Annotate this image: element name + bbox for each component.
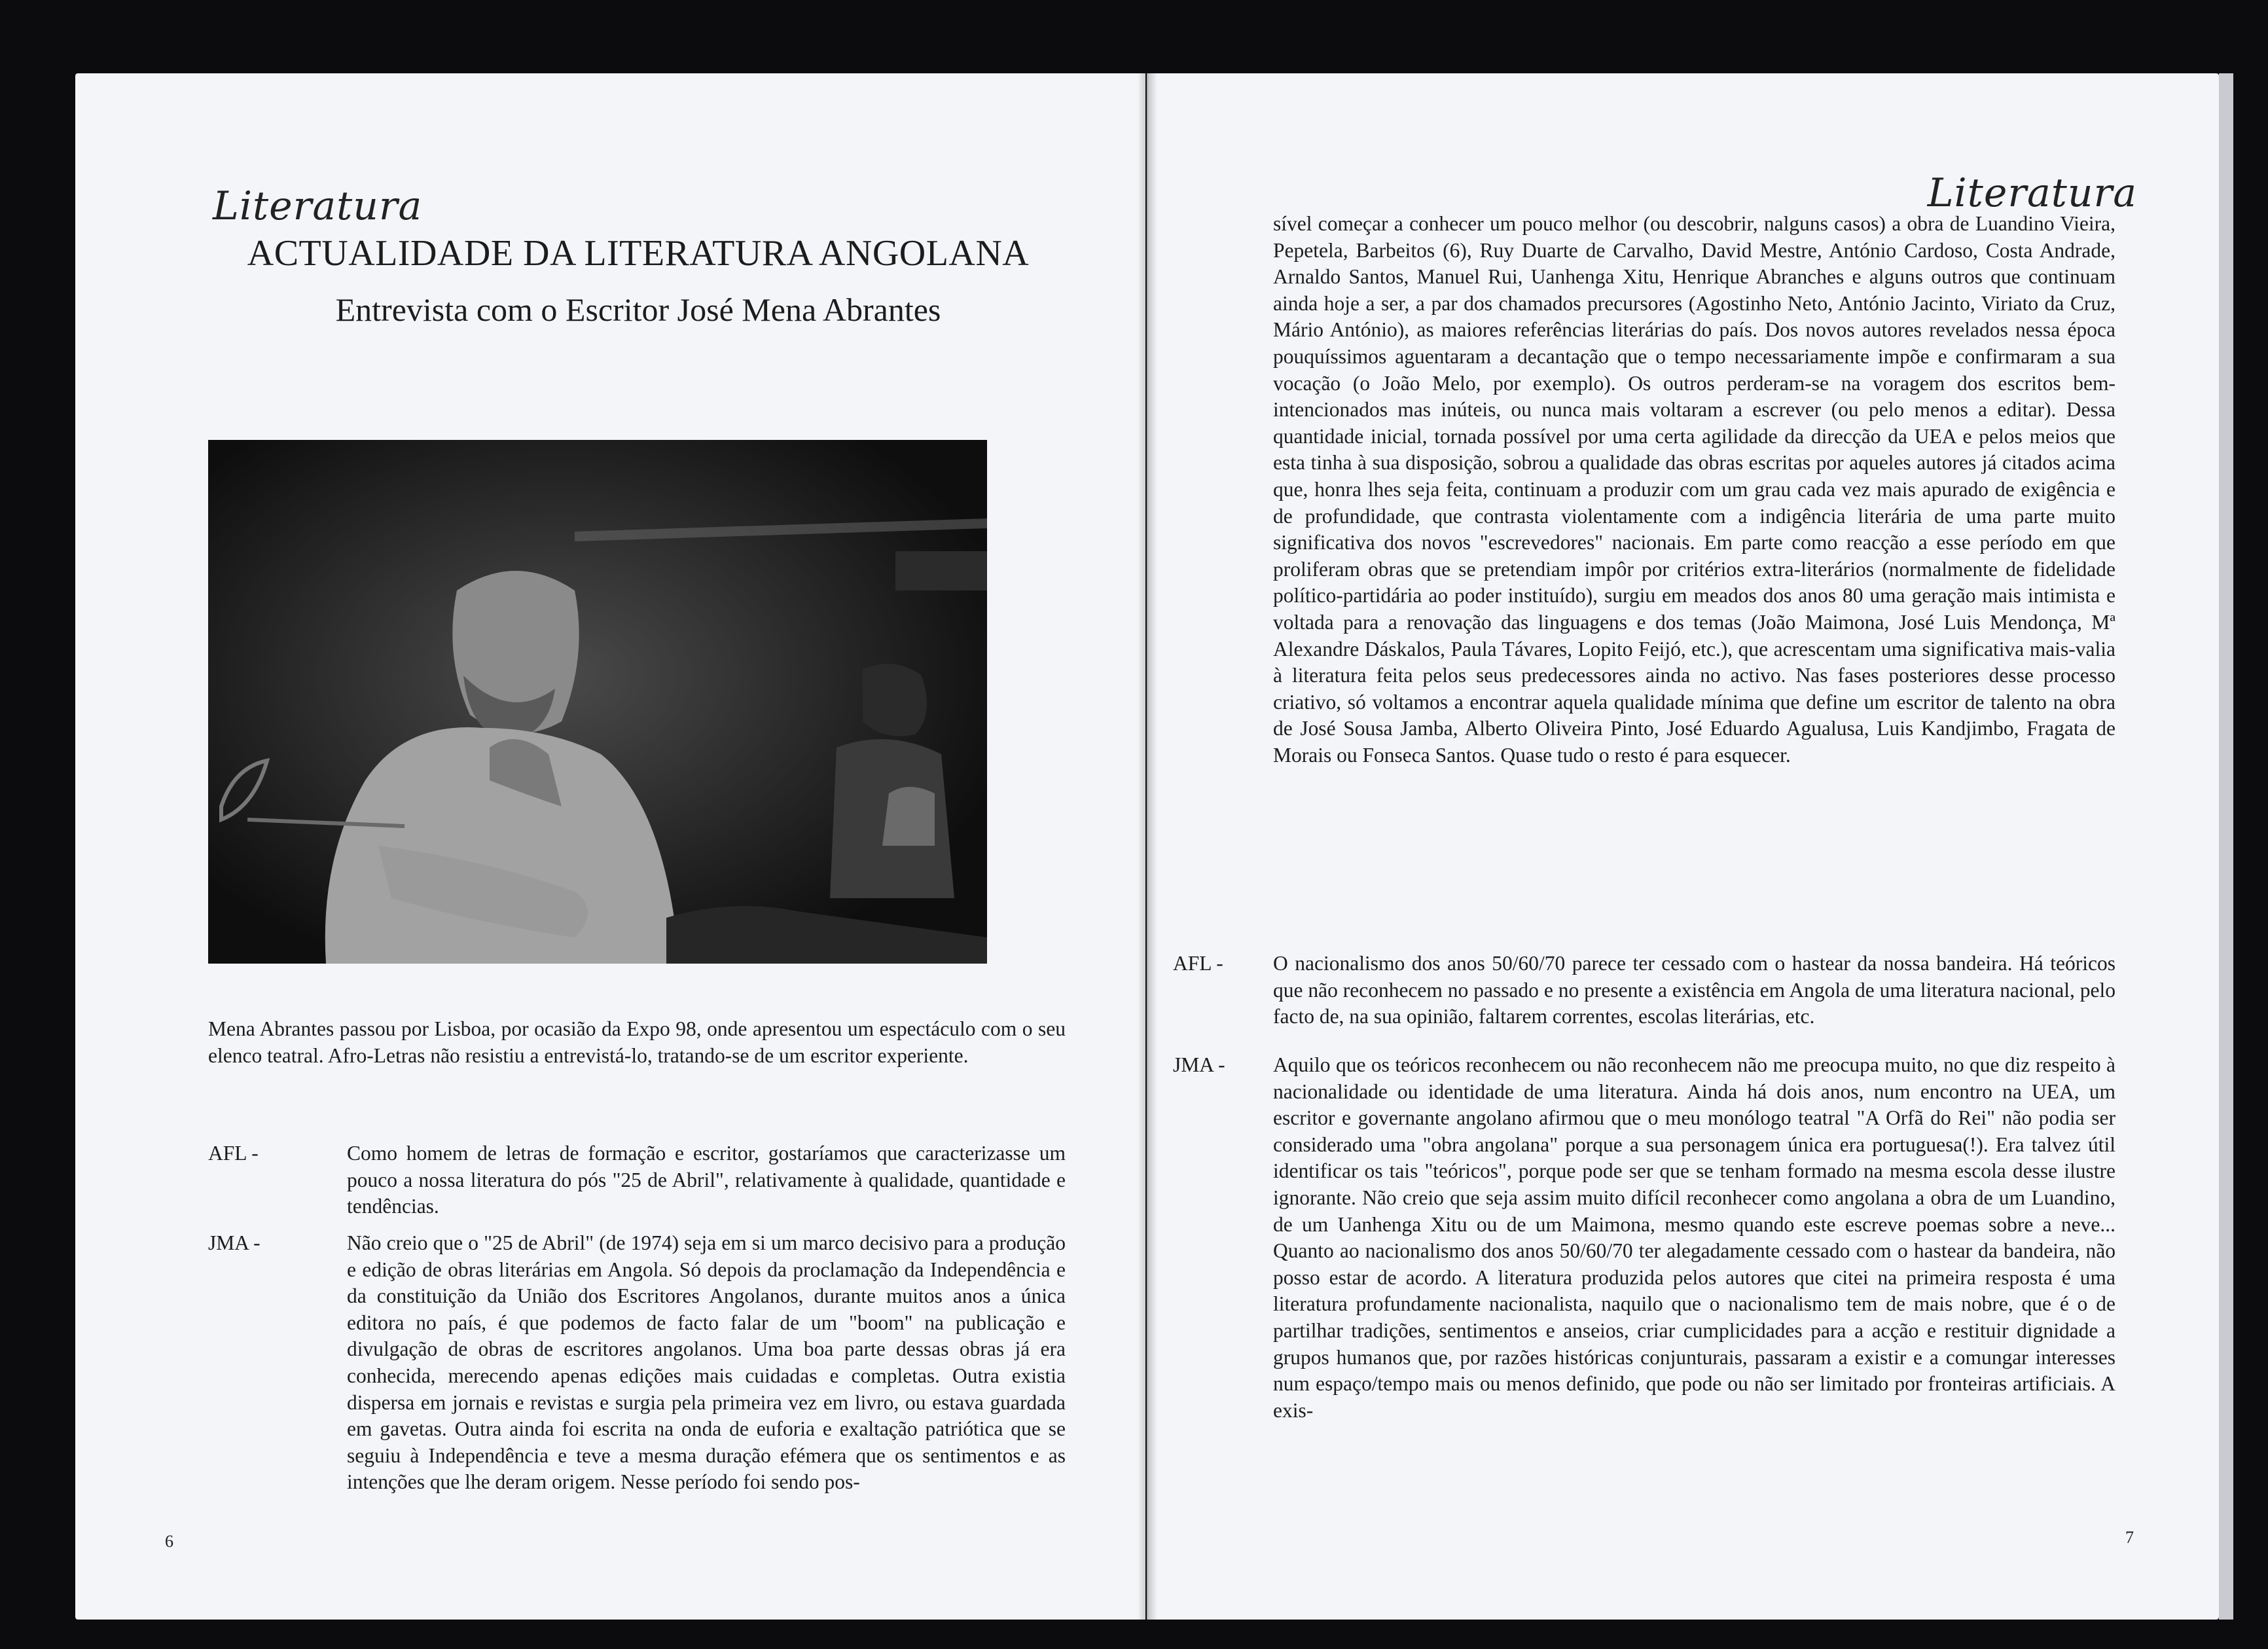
article-title: ACTUALIDADE DA LITERATURA ANGOLANA	[247, 233, 1030, 274]
left-page	[75, 73, 1145, 1620]
speaker-label: JMA -	[1173, 1053, 1231, 1076]
speaker-label: JMA -	[208, 1231, 266, 1254]
article-subtitle: Entrevista com o Escritor José Mena Abrantes	[335, 291, 941, 328]
speaker-label: AFL -	[1173, 952, 1229, 975]
speaker-label: AFL -	[208, 1142, 264, 1165]
page-number: 6	[165, 1532, 173, 1551]
interview-answer	[1173, 1052, 2115, 1424]
right-page	[1147, 73, 2219, 1620]
author-photo	[208, 440, 987, 964]
answer-text: Não creio que o "25 de Abril" (de 1974) seja em si um marco decisivo para a produção e edição de obras literárias em Angola. Só depois da proclamação da Independência e da constituição da União dos Escritores Angolanos, durante muitos anos a única editora no país, é que podemos de facto falar de um "boom" na publicação e divulgação de obras de escritores angolanos. Uma boa parte dessas obras já era conhecida, merecendo apenas edições mais cuidadas e completas. Outra existia dispersa em jornais e revistas e surgia pela primeira vez em livro, ou estava guardada em gavetas. Outra ainda foi escrita na onda de euforia e exaltação patriótica que se seguiu à Independência e teve a mesma duração efémera que os sentimentos e as intenções que lhe deram origem. Nesse período foi sendo pos-	[347, 1231, 1066, 1494]
page-edge	[2219, 73, 2233, 1620]
intro-paragraph: Mena Abrantes passou por Lisboa, por ocasião da Expo 98, onde apresentou um espectáculo com o seu elenco teatral. Afro-Letras não resistiu a entrevistá-lo, tratando-se de um escritor experiente.	[208, 1017, 1066, 1067]
photo-portrait-image	[208, 440, 987, 964]
answer-text: Aquilo que os teóricos reconhecem ou não reconhecem não me preocupa muito, no que diz respeito à nacionalidade ou identidade de uma literatura. Ainda há dois anos, num encontro na UEA, um escritor e governante angolano afirmou que o meu monólogo teatral "A Orfã do Rei" não podia ser considerado uma "obra angolana" porque a sua personagem única era portuguesa(!). Era talvez útil identificar os tais "teóricos", porque pode ser que se tenham formado na mesma escola desse ilustre ignorante. Não creio que seja assim muito difícil reconhecer como angolana a obra de um Luandino, de um Uanhenga Xitu ou de um Maimona, mesmo quando este escreve poemas sobre a neve... Quanto ao nacionalismo dos anos 50/60/70 ter alegadamente cessado com o hastear da bandeira, não posso estar de acordo. A literatura produzida pelos autores que citei na primeira resposta é uma literatura profundamente nacionalista, naquilo que o nacionalismo tem de mais nobre, que é o de partilhar tradições, sentimentos e anseios, criar cumplicidades para a acção e restituir dignidade a grupos humanos que, por razões históricas conjunturais, passaram a existir e a comungar interesses num espaço/tempo mais ou menos definido, que pode ou não ser limitado por fronteiras artificiais. A exis-	[1273, 1053, 2115, 1422]
book-gutter	[1138, 73, 1157, 1620]
question-text: O nacionalismo dos anos 50/60/70 parece ter cessado com o hastear da nossa bandeira. Há teóricos que não reconhecem no passado e no presente a existência em Angola de uma literatura nacional, pelo facto de, na sua opinião, faltarem correntes, escolas literárias, etc.	[1273, 952, 2115, 1028]
interview-question	[1173, 951, 2115, 1030]
section-header: Literatura	[1927, 170, 2137, 216]
question-text: Como homem de letras de formação e escritor, gostaríamos que caracterizasse um pouco a nossa literatura do pós "25 de Abril", relativamente à qualidade, quantidade e tendências.	[347, 1142, 1066, 1218]
interview-question	[208, 1140, 1066, 1220]
page-number: 7	[2125, 1528, 2134, 1547]
section-header: Literatura	[213, 183, 423, 229]
continuation-paragraph: sível começar a conhecer um pouco melhor (ou descobrir, nalguns casos) a obra de Luandino Vieira, Pepetela, Barbeitos (6), Ruy Duarte de Carvalho, David Mestre, António Cardoso, Costa Andrade, Arnaldo Santos, Manuel Rui, Uanhenga Xitu, Henrique Abranches e alguns outros que continuam ainda hoje a ser, a par dos chamados precursores (Agostinho Neto, António Jacinto, Viriato da Cruz, Mário António), as maiores referências literárias do país. Dos novos autores revelados nessa época pouquíssimos aguentaram a decantação que o tempo necessariamente impõe e confirmaram a sua vocação (o João Melo, por exemplo). Os outros perderam-se na voragem dos escritos bem-intencionados mas inúteis, ou nunca mais voltaram a escrever (ou pelo menos a editar). Dessa quantidade inicial, tornada possível por uma certa agilidade da direcção da UEA e pelos meios que esta tinha à sua disposição, sobrou a qualidade das obras escritas por aqueles autores já citados acima que, honra lhes seja feita, continuam a produzir com um grau cada vez mais apurado de exigência e de profundidade, que contrasta violentamente com a indigência literária de uma parte muito significativa dos novos "escrevedores" nacionais. Em parte como reacção a esse período em que proliferam obras que se pretendiam impôr por critérios extra-literários (normalmente de fidelidade político-partidária ao poder instituído), surgiu em meados dos anos 80 uma geração mais intimista e voltada para a renovação das linguagens e dos temas (João Maimona, José Luis Mendonça, Mª Alexandre Dáskalos, Paula Távares, Lopito Feijó, etc.), que acrescentam uma significativa mais-valia à literatura feita pelos seus predecessores ainda no activo. Nas fases posteriores desse processo criativo, só voltamos a encontrar aquela qualidade mínima que define um escritor de talento na obra de José Sousa Jamba, Alberto Oliveira Pinto, José Eduardo Agualusa, Luis Kandjimbo, Fragata de Morais ou Fonseca Santos. Quase tudo o resto é para esquecer.	[1273, 212, 2115, 767]
interview-answer	[208, 1230, 1066, 1496]
